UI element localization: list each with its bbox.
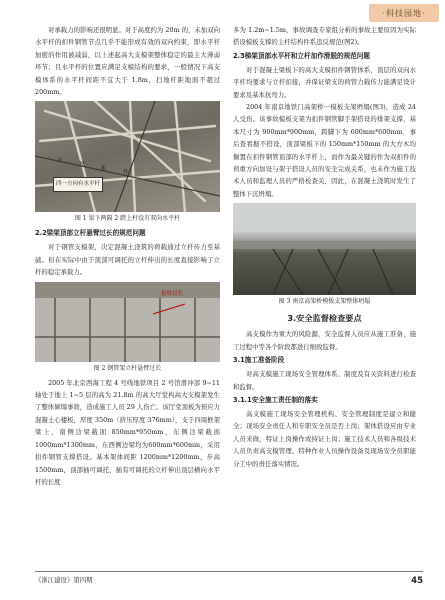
paragraph: 高支模施工现场安全管理机构、安全管理制度是建立和健全；现场安全责任人和专职安全员是否上岗；架体搭设应由专业人员来做，特证上岗操作或持证上岗；施工技术人员和各级技术人员负责高支模管理、特种作业人员操作设备及现场安全员职能分工中的责任落实情况。	[233, 409, 416, 468]
fig1-annotation: 四一方向有水平杆	[53, 177, 103, 191]
figure-caption: 图 3 南京高架桥模板支架整体坍塌	[278, 298, 371, 306]
paragraph: 高支模作为重大的风险源，安全监督人员应从施工准备、施工过程中等各个阶段都进行细致监督。	[233, 330, 416, 351]
fig2-annotation: 悬臂过长	[161, 290, 184, 297]
figure-1	[35, 101, 220, 224]
fig1-label: 支	[57, 158, 63, 165]
section-tag: ·科技园地·	[369, 4, 439, 22]
figure-3	[233, 203, 416, 307]
section-heading: 3.1.1安全施工责任制的落实	[233, 395, 318, 404]
fig1-label: 扣	[101, 166, 107, 173]
paragraph: 2004 年南京地铁门高架桥一模板支架坍塌(图3)，造成 24 人受伤。该事故模板支架为扣件钢管脚手架搭设的排架支撑，基本尺寸为 900mm*900mm，跨脚下为 600mm*600mm，事后查看据不搭设，顶部梁板下的 150mm*150mm 的大方木均搁置在扣件钢管顶部的水平杆上，而作为最关键的作为双扣件的荷重方向加设与架子搭设人员的安全完成关系，也未作为施工技术人员和监理人员的严格检查关，因此，在混凝土浇筑时发生了整体下沉坍塌。	[233, 103, 416, 198]
figure-caption: 图 2 钢管架立杆悬臂过长	[93, 364, 162, 372]
photo-overhang	[35, 282, 220, 362]
paragraph: 对承载力的影响还很明显。对于高度约为 20m 的，未加双向水平杆的扣件钢管节点几乎不能形成有效的双向约束，即水平杆加密的作用被减弱，以上述起高大支模架整体稳定的最主大薄弱环节；且水平杆的位置应满足支模结构的要求，一般情况下高支模体系的水平杆间距不宜大于 1.8m，扫地杆距地面不超过 200mm。	[35, 26, 220, 97]
section-heading-main: 3.安全监督检查要点	[287, 313, 362, 324]
footer-rule	[35, 571, 423, 572]
paragraph: 2005 年北京西海工程 4 号线地铁项目 2 号馆滑冲部 9~11 轴处于地上 1~5 层的高为 21.8m 的高大厅堂构高大支模架发生了整体倾塌事故，造成施工人员 29 人伤亡。该厅堂顶板为预应力混凝土心楼板，厚度 350m（挤压厚度 376mm），支于四周框架梁上，南侧边梁截面 850mm*950mm，东侧边梁截面 1000mm*1300mm，东西侧边梁均为600mm*600mm，采用扣件钢管支撑搭设。基本架体间距 1200mm*1200mm，步高 1500mm，顶部插可调托，插有可调托的立杆伸出顶层横向水平杆的长度	[35, 378, 220, 486]
right-column	[233, 24, 416, 470]
photo-collapse	[233, 203, 416, 295]
section-heading: 2.2梁架顶部立杆悬臂过长的规范问题	[35, 229, 146, 238]
left-column	[35, 24, 220, 488]
fig1-label: 件	[123, 170, 129, 177]
photo-scaffold-joint	[35, 101, 220, 212]
paragraph: 多为 1.2m~1.5m，事故调查专家组分析的事故主要原因为实际搭设模板支撑的主杆结构件系违反规范(图2)。	[233, 26, 416, 47]
journal-name: 《浙江建设》第四期	[35, 576, 93, 584]
figure-2	[35, 282, 220, 374]
section-heading: 3.1施工准备阶段	[233, 356, 285, 365]
page-number: 45	[411, 576, 423, 586]
fig1-label: 撑	[79, 162, 85, 169]
paragraph: 对于混凝土梁板下的高大支模扣件钢管体系，顶层的双向水平杆均要求与立杆扣接，并保证梁支的荷管力载传力能满足设计要求及基本抗弯力。	[233, 65, 416, 99]
section-heading: 2.3梯架顶部水平杆和立杆加作滑脱的规范问题	[233, 51, 370, 60]
figure-caption: 图 1 梁下两隔 2 跨上杆没有双向水平杆	[74, 215, 181, 223]
paragraph: 对于钢管支模架，决定混凝土浇筑的荷载通过立杆传力至基础。但在实际中由于顶部可调托的立杆伸出的长度直接影响了立杆的稳定承载力。	[35, 243, 220, 277]
paragraph: 对高支模施工现场安全管理体系、制度及有关资料进行检查和监督。	[233, 370, 416, 391]
